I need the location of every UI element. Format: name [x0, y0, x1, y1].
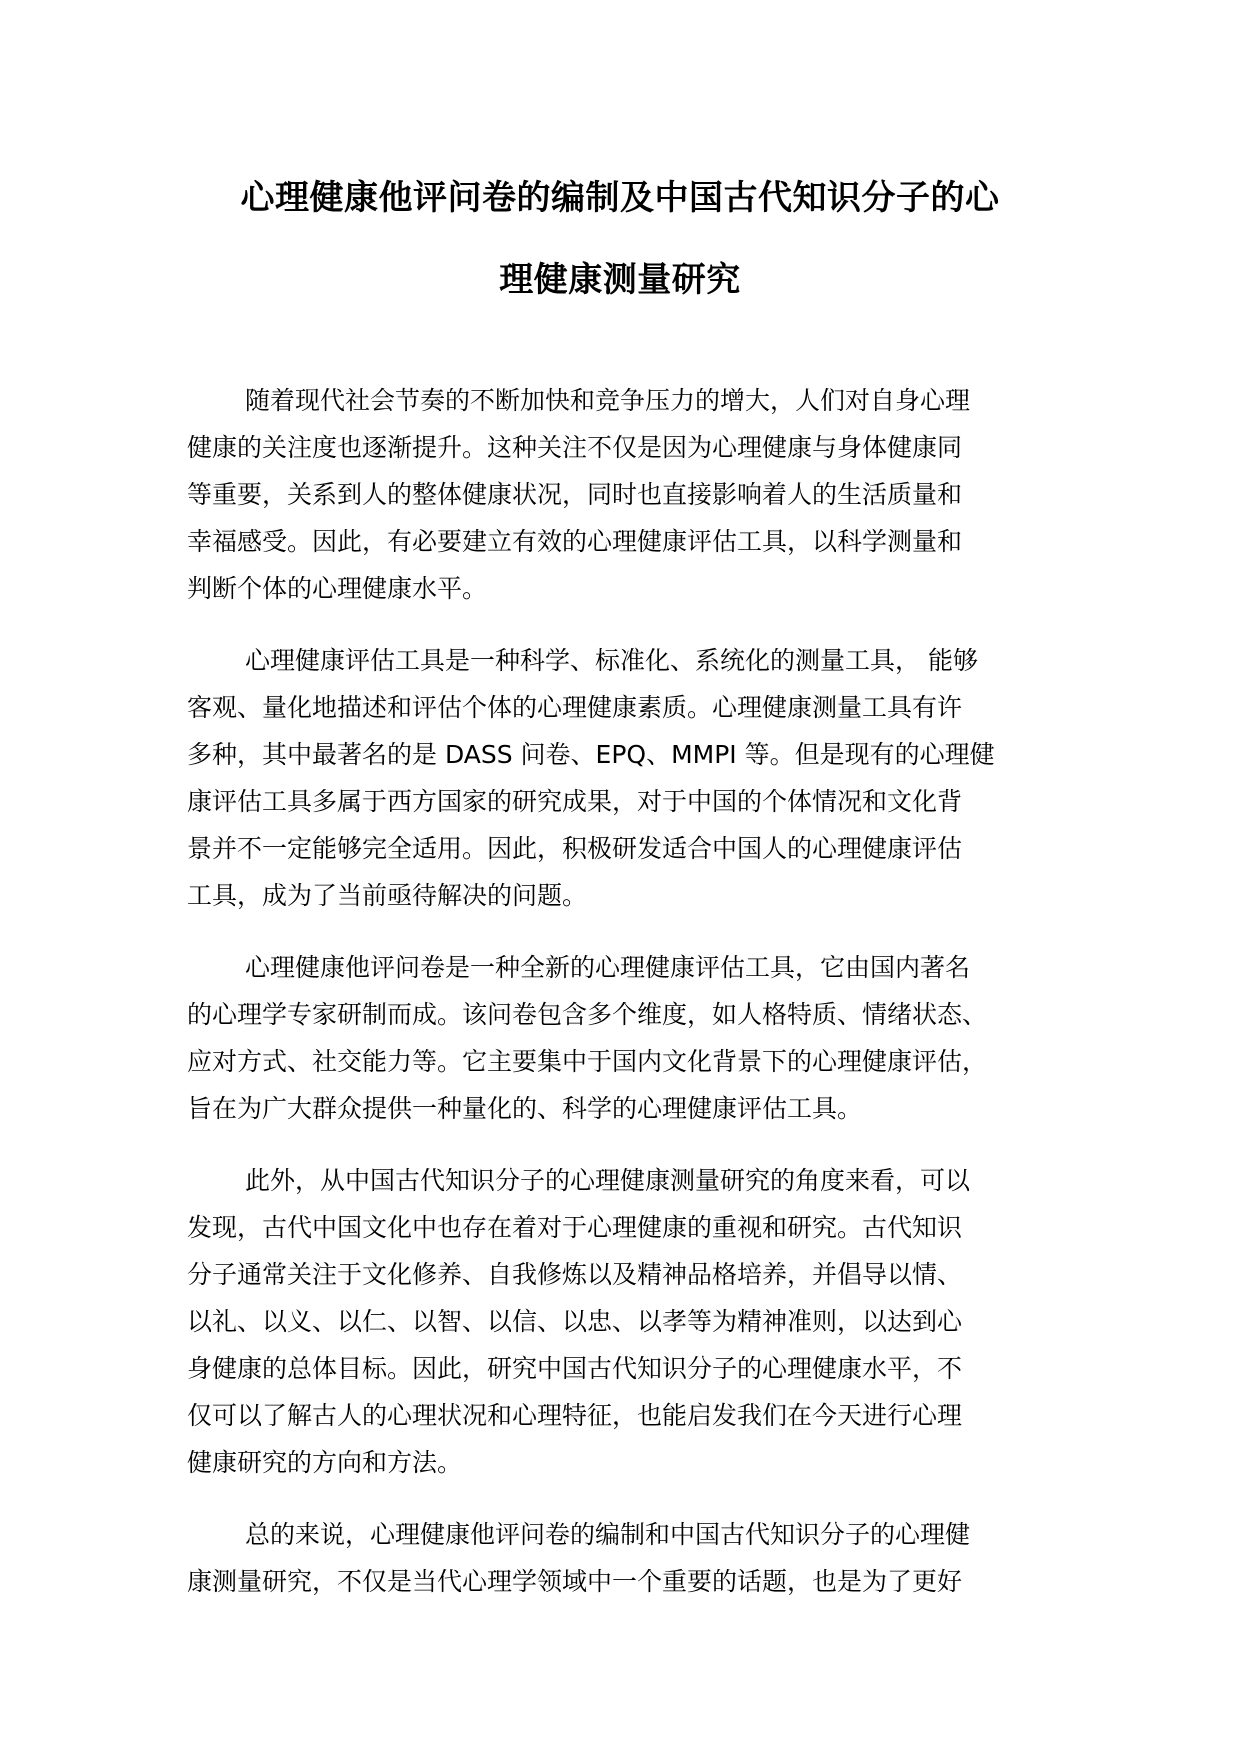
paragraph-line: 此外，从中国古代知识分子的心理健康测量研究的角度来看，可以 — [245, 1166, 971, 1195]
paragraph-line: 的心理学专家研制而成。该问卷包含多个维度，如人格特质、情绪状态、 — [187, 1000, 988, 1029]
paragraph-line: 康评估工具多属于西方国家的研究成果，对于中国的个体情况和文化背 — [187, 787, 963, 816]
paragraph-line: 应对方式、社交能力等。它主要集中于国内文化背景下的心理健康评估， — [187, 1047, 988, 1076]
paragraph-line: 仅可以了解古人的心理状况和心理特征，也能启发我们在今天进行心理 — [187, 1401, 963, 1430]
title-line-2: 理健康测量研究 — [499, 260, 741, 300]
paragraph-5 — [187, 1511, 1077, 1605]
paragraph-line: 随着现代社会节奏的不断加快和竞争压力的增大，人们对自身心理 — [245, 386, 971, 415]
title-line-1: 心理健康他评问卷的编制及中国古代知识分子的心 — [240, 178, 1000, 218]
paragraph-line: 总的来说，心理健康他评问卷的编制和中国古代知识分子的心理健 — [245, 1520, 971, 1549]
paragraph-line: 心理健康他评问卷是一种全新的心理健康评估工具，它由国内著名 — [245, 953, 971, 982]
paragraph-line: 健康研究的方向和方法。 — [187, 1448, 463, 1477]
paragraph-line: 健康的关注度也逐渐提升。这种关注不仅是因为心理健康与身体健康同 — [187, 433, 963, 462]
paragraph-line: 身健康的总体目标。因此，研究中国古代知识分子的心理健康水平，不 — [187, 1354, 963, 1383]
paragraph-4 — [187, 1157, 1077, 1486]
paragraph-line: 等重要，关系到人的整体健康状况，同时也直接影响着人的生活质量和 — [187, 480, 963, 509]
paragraph-line: 分子通常关注于文化修养、自我修炼以及精神品格培养，并倡导以情、 — [187, 1260, 963, 1289]
paragraph-line: 康测量研究，不仅是当代心理学领域中一个重要的话题，也是为了更好 — [187, 1567, 963, 1596]
paragraph-2 — [187, 637, 1077, 919]
paragraph-line: 景并不一定能够完全适用。因此，积极研发适合中国人的心理健康评估 — [187, 834, 963, 863]
paragraph-line: 多种，其中最著名的是 DASS 问卷、EPQ、MMPI 等。但是现有的心理健 — [187, 740, 995, 769]
paragraph-line: 心理健康评估工具是一种科学、标准化、系统化的测量工具， 能够 — [245, 646, 978, 675]
document-body — [187, 377, 1077, 1630]
paragraph-1 — [187, 377, 1077, 612]
paragraph-3 — [187, 944, 1077, 1132]
paragraph-line: 发现，古代中国文化中也存在着对于心理健康的重视和研究。古代知识 — [187, 1213, 963, 1242]
paragraph-line: 旨在为广大群众提供一种量化的、科学的心理健康评估工具。 — [187, 1094, 863, 1123]
document-title — [180, 176, 1060, 302]
paragraph-line: 幸福感受。因此，有必要建立有效的心理健康评估工具，以科学测量和 — [187, 527, 963, 556]
paragraph-line: 判断个体的心理健康水平。 — [187, 574, 488, 603]
paragraph-line: 以礼、以义、以仁、以智、以信、以忠、以孝等为精神准则，以达到心 — [187, 1307, 963, 1336]
paragraph-line: 工具，成为了当前亟待解决的问题。 — [187, 881, 588, 910]
paragraph-line: 客观、量化地描述和评估个体的心理健康素质。心理健康测量工具有许 — [187, 693, 963, 722]
